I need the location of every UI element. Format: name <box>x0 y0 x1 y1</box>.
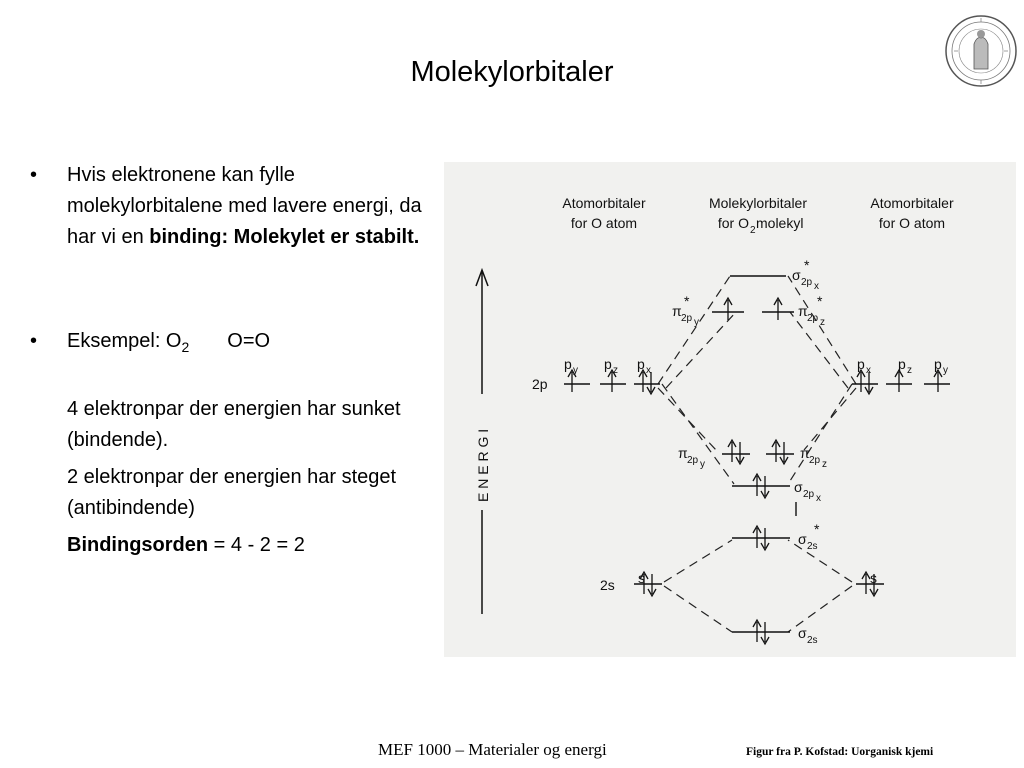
svg-text:*: * <box>814 521 820 537</box>
pi-2pz-star-label <box>798 293 825 328</box>
bond-order-text <box>67 530 427 561</box>
sigma-2s-label <box>798 625 818 646</box>
label-p-right-3-sub: y <box>943 365 948 376</box>
svg-text:2p: 2p <box>803 489 815 500</box>
label-p-right-3: p <box>934 356 942 372</box>
mo-diagram-svg <box>444 162 1016 657</box>
bond-order-label: Bindingsorden <box>67 534 209 556</box>
energy-levels <box>564 276 950 632</box>
left-header-line1: Atomorbitaler <box>562 195 646 211</box>
electron-arrows <box>568 298 942 644</box>
svg-text:z: z <box>822 459 827 470</box>
bullet-dot: • <box>30 330 38 352</box>
left-header-line2: for O atom <box>570 215 638 231</box>
svg-text:π: π <box>678 445 688 461</box>
svg-text:2s: 2s <box>807 541 818 552</box>
bullet-text-plain: Hvis elektronene kan fylle molekylorbitalene med lavere energi, da har vi en <box>67 164 422 248</box>
svg-text:*: * <box>804 257 810 273</box>
svg-text:y: y <box>700 459 705 470</box>
svg-text:x: x <box>814 281 819 292</box>
right-header-line1: Atomorbitaler <box>870 195 954 211</box>
svg-text:x: x <box>816 493 821 504</box>
svg-text:σ: σ <box>798 625 807 641</box>
svg-text:π: π <box>800 445 810 461</box>
svg-text:π: π <box>798 303 808 319</box>
label-p-right-1: p <box>857 356 865 372</box>
svg-text:2p: 2p <box>681 313 693 324</box>
label-p-right-1-sub: x <box>866 365 871 376</box>
label-p-right-2: p <box>898 356 906 372</box>
svg-text:*: * <box>817 293 823 309</box>
slide-footer: MEF 1000 – Materialer og energi <box>378 740 607 759</box>
label-2p: 2p <box>532 376 548 392</box>
svg-text:2p: 2p <box>801 277 813 288</box>
example-prefix: Eksempel: O <box>67 330 182 352</box>
sigma-2px-label <box>794 479 821 504</box>
svg-text:π: π <box>672 303 682 319</box>
middle-header-line2a: for O <box>717 215 749 231</box>
svg-text:σ: σ <box>798 531 807 547</box>
sigma-2px-star-label <box>792 257 819 292</box>
university-seal-logo <box>944 14 1018 88</box>
bullet-text <box>67 160 427 253</box>
pi-2pz-label <box>800 445 827 470</box>
label-s-left: s <box>638 570 645 586</box>
correlation-lines <box>658 276 856 632</box>
label-p-left-3: p <box>637 356 645 372</box>
middle-header-line1: Molekylorbitaler <box>708 195 808 211</box>
bonding-pairs-text: 4 elektronpar der energien har sunket (bindende). <box>67 398 401 451</box>
svg-text:z: z <box>820 317 825 328</box>
middle-header-line2b: molekyl <box>756 215 804 231</box>
svg-text:2p: 2p <box>807 313 819 324</box>
right-header-line2: for O atom <box>878 215 946 231</box>
middle-header-sub: 2 <box>750 225 756 236</box>
pi-2py-label <box>678 445 705 470</box>
example-subscript: 2 <box>181 339 190 355</box>
svg-text:2p: 2p <box>687 455 699 466</box>
slide-title: Molekylorbitaler <box>410 56 614 88</box>
label-p-right-2-sub: z <box>907 365 912 376</box>
svg-text:*: * <box>684 293 690 309</box>
svg-text:σ: σ <box>794 479 803 495</box>
svg-text:2s: 2s <box>807 635 818 646</box>
mo-diagram-figure <box>444 162 1016 657</box>
svg-text:σ: σ <box>792 267 801 283</box>
sigma-2s-star-label <box>798 521 820 552</box>
energy-axis-label: E N E R G I <box>475 428 491 502</box>
example-line <box>67 326 427 363</box>
label-p-left-2-sub: z <box>613 365 618 376</box>
pi-2py-star-label <box>672 293 699 328</box>
label-p-left-3-sub: x <box>646 365 651 376</box>
label-p-left-2: p <box>604 356 612 372</box>
svg-text:y: y <box>694 317 699 328</box>
svg-text:2p: 2p <box>809 455 821 466</box>
figure-credit: Figur fra P. Kofstad: Uorganisk kjemi <box>746 746 934 758</box>
bond-order-value: = 4 - 2 = 2 <box>208 534 305 556</box>
label-p-left-1-sub: y <box>573 365 578 376</box>
bullet-dot: • <box>30 164 38 186</box>
example-formula: O=O <box>227 330 271 352</box>
label-2s: 2s <box>600 577 615 593</box>
label-s-right: s <box>870 570 877 586</box>
label-p-left-1: p <box>564 356 572 372</box>
bullet-text-bold: binding: Molekylet er stabilt. <box>149 226 420 248</box>
antibonding-pairs-text: 2 elektronpar der energien har steget (antibindende) <box>67 466 397 519</box>
